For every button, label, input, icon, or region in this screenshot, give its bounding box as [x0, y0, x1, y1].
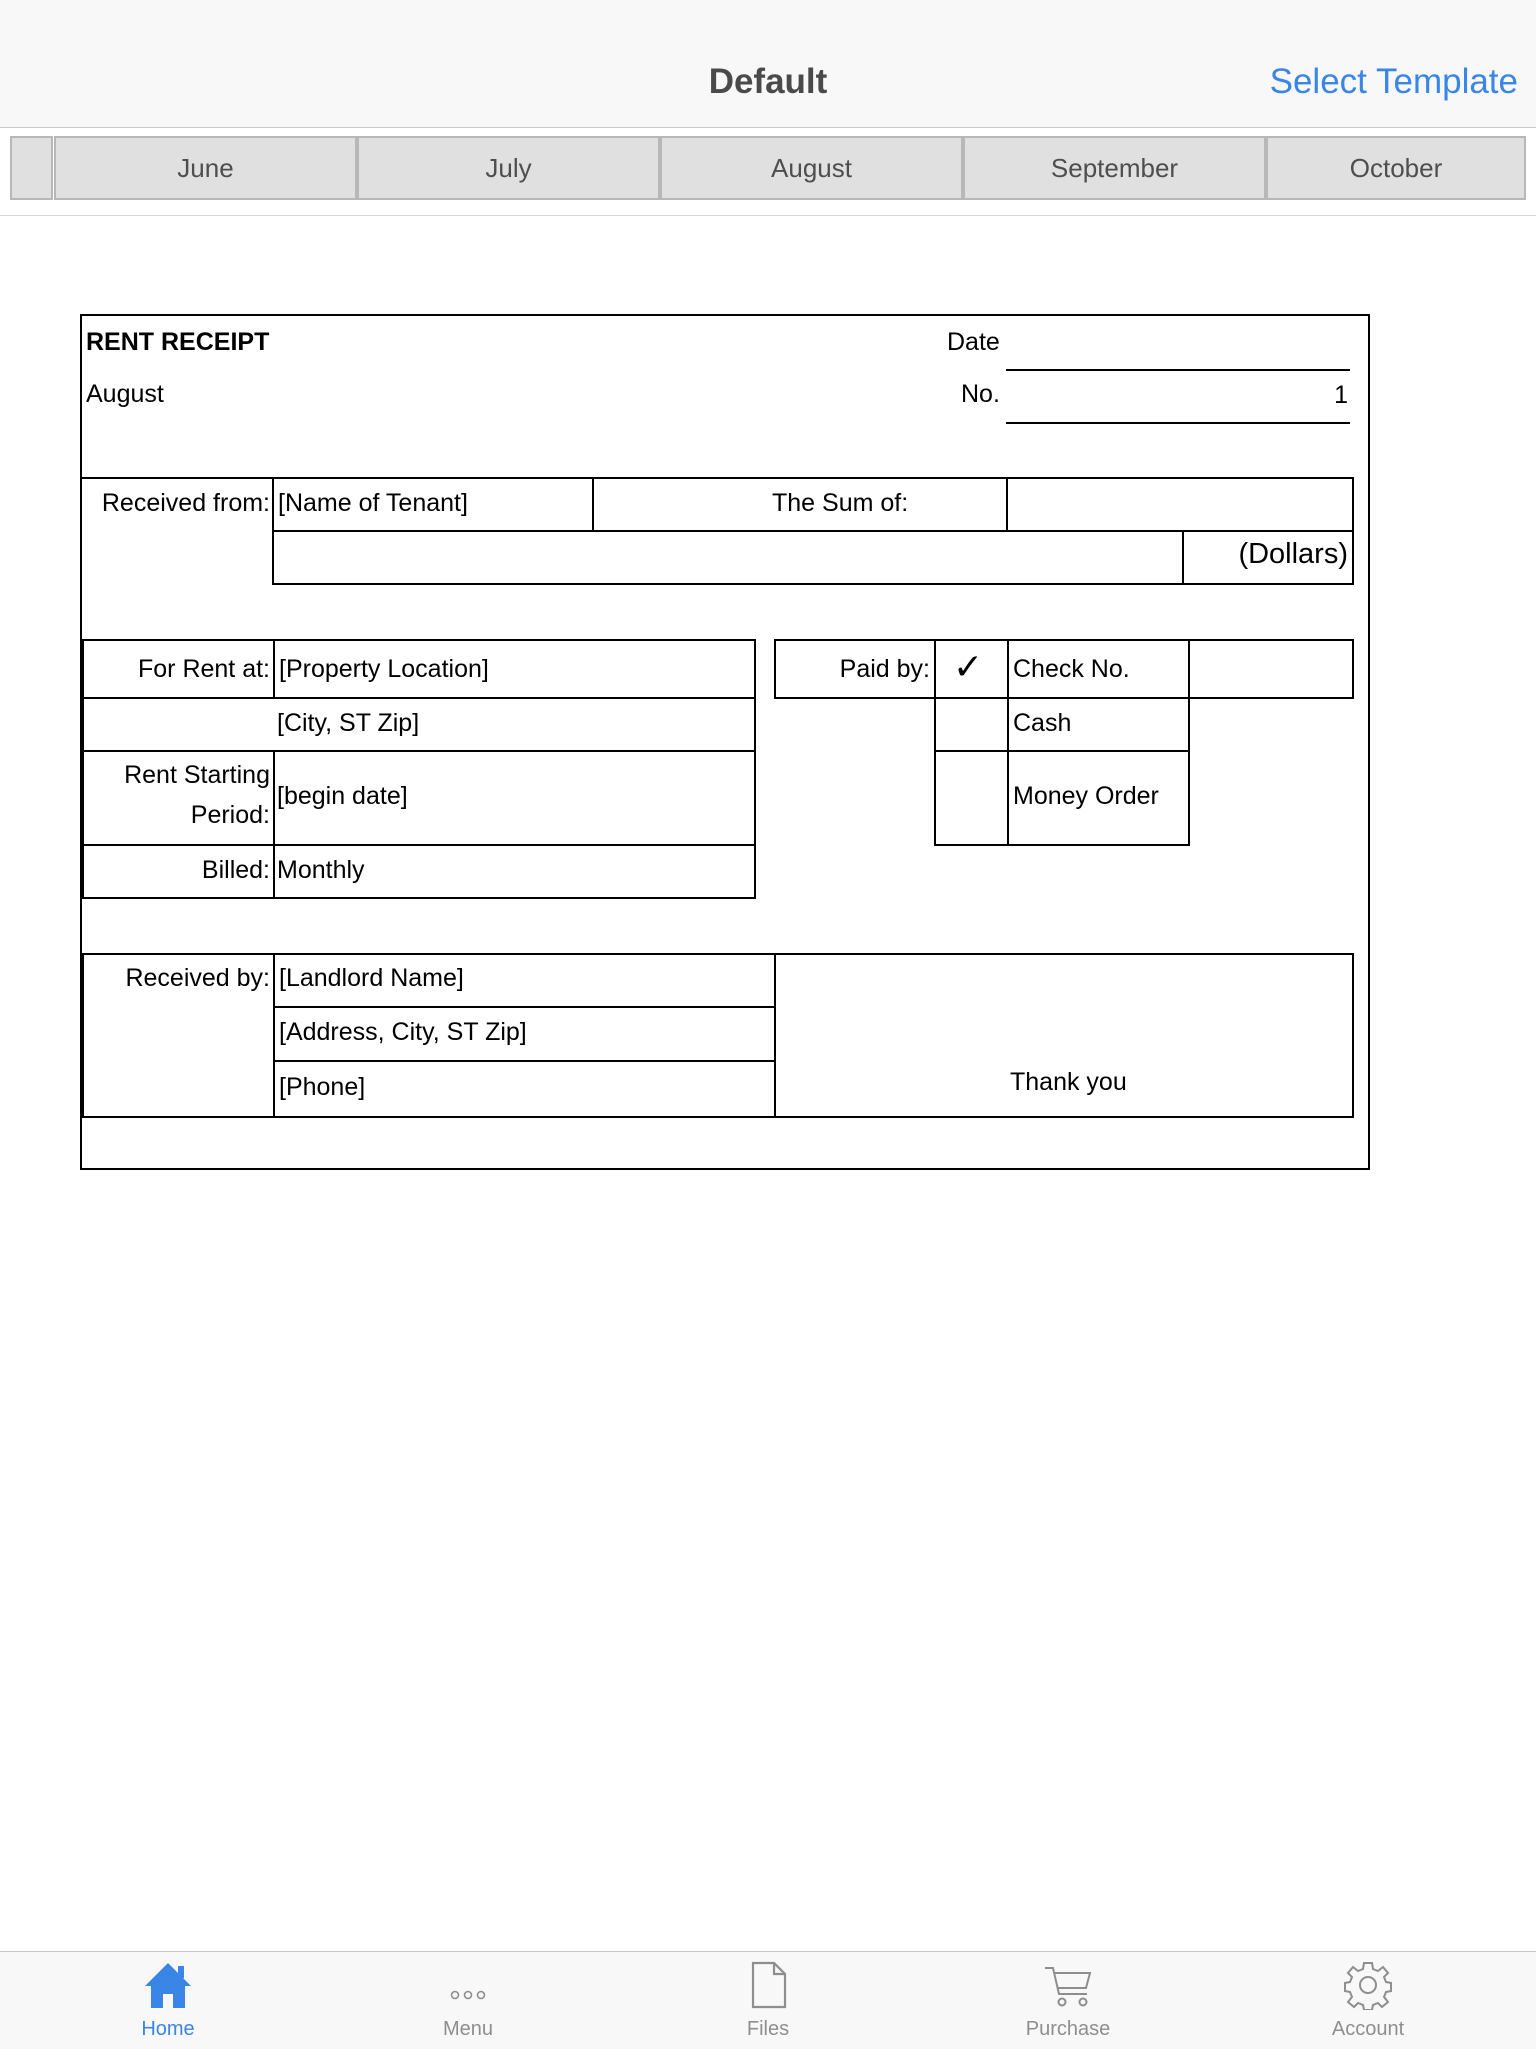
date-label: Date [947, 328, 1000, 356]
cart-icon [1043, 1960, 1093, 2010]
for-rent-label: For Rent at: [138, 655, 270, 683]
billed-divider [273, 846, 275, 897]
landlord-address: [Address, City, ST Zip] [279, 1018, 527, 1046]
gear-icon [1343, 1960, 1393, 2010]
receipt-number[interactable]: 1 [1334, 381, 1348, 409]
tenant-name: [Name of Tenant] [278, 489, 468, 517]
landlord-name: [Landlord Name] [279, 964, 464, 992]
rent-receipt-document[interactable] [80, 314, 1370, 1170]
check-no-field[interactable] [1188, 639, 1354, 699]
receipt-title: RENT RECEIPT [86, 328, 270, 356]
month-tab-strip[interactable] [0, 128, 1536, 216]
rent-period-label: Period: [190, 801, 270, 829]
billed-row[interactable] [82, 844, 756, 899]
select-template-button[interactable]: Select Template [1269, 62, 1518, 101]
tab-home-label: Home [141, 2018, 195, 2040]
check-no-label: Check No. [1013, 655, 1130, 683]
check-checkbox[interactable] [934, 639, 1009, 699]
property-location-cell[interactable] [273, 639, 756, 699]
money-order-checkbox[interactable] [934, 750, 1009, 846]
rent-starting-label: Rent Starting [124, 761, 270, 789]
number-underline [1006, 422, 1350, 424]
billed-value: Monthly [277, 856, 365, 884]
tab-july[interactable]: July [357, 136, 660, 200]
tab-august[interactable]: August [660, 136, 963, 200]
bottom-tab-bar [0, 1951, 1536, 2049]
tab-september[interactable]: September [963, 136, 1266, 200]
rent-starting-row[interactable] [82, 750, 756, 846]
rent-starting-divider [273, 752, 275, 844]
tab-files-label: Files [746, 2018, 790, 2040]
money-order-label: Money Order [1013, 782, 1159, 810]
cash-label: Cash [1013, 709, 1072, 737]
cash-checkbox[interactable] [934, 697, 1009, 752]
checkmark-icon: ✓ [953, 646, 984, 687]
begin-date: [begin date] [277, 782, 408, 810]
file-icon [743, 1960, 793, 2010]
tab-files[interactable] [618, 1952, 918, 2049]
tab-june[interactable]: June [54, 136, 357, 200]
thank-you-text: Thank you [1010, 1068, 1127, 1096]
tab-october[interactable]: October [1266, 136, 1526, 200]
city-st-zip: [City, ST Zip] [277, 709, 420, 737]
landlord-phone-cell[interactable] [273, 1060, 776, 1118]
cash-option [1007, 697, 1190, 752]
tab-account-label: Account [1331, 2018, 1405, 2040]
tab-menu-label: Menu [442, 2018, 494, 2040]
received-by-label: Received by: [125, 964, 270, 992]
paid-by-label: Paid by: [839, 655, 930, 683]
home-icon [143, 1960, 193, 2010]
city-row[interactable] [82, 697, 756, 752]
navigation-bar [0, 0, 1536, 128]
dollars-label: (Dollars) [1238, 538, 1348, 570]
landlord-name-cell[interactable] [273, 953, 776, 1008]
sum-label: The Sum of: [772, 489, 909, 517]
received-from-label: Received from: [101, 489, 270, 517]
landlord-phone: [Phone] [279, 1073, 366, 1101]
sum-amount-cell[interactable] [1006, 477, 1354, 532]
receipt-month: August [86, 380, 164, 408]
property-location: [Property Location] [279, 655, 489, 683]
date-underline [1006, 369, 1350, 371]
received-by-label-cell [82, 953, 275, 1118]
page-title: Default [708, 62, 828, 101]
for-rent-label-cell [82, 639, 275, 699]
dollars-cell [1182, 530, 1354, 585]
thank-you-cell [774, 953, 1354, 1118]
tab-purchase-label: Purchase [1025, 2018, 1111, 2040]
paid-by-label-cell [774, 639, 936, 699]
sum-label-cell [592, 477, 1008, 532]
tab-previous-month[interactable] [10, 136, 53, 200]
more-icon [443, 1960, 493, 2010]
landlord-address-cell[interactable] [273, 1006, 776, 1062]
tab-purchase[interactable] [918, 1952, 1218, 2049]
money-order-option [1007, 750, 1190, 846]
billed-label: Billed: [201, 856, 270, 884]
tab-home[interactable] [18, 1952, 318, 2049]
tab-account[interactable] [1218, 1952, 1518, 2049]
check-no-option [1007, 639, 1190, 699]
tab-menu[interactable] [318, 1952, 618, 2049]
sum-in-words-cell[interactable] [272, 530, 1184, 585]
number-label: No. [961, 380, 1000, 408]
tenant-name-cell[interactable] [272, 477, 594, 532]
